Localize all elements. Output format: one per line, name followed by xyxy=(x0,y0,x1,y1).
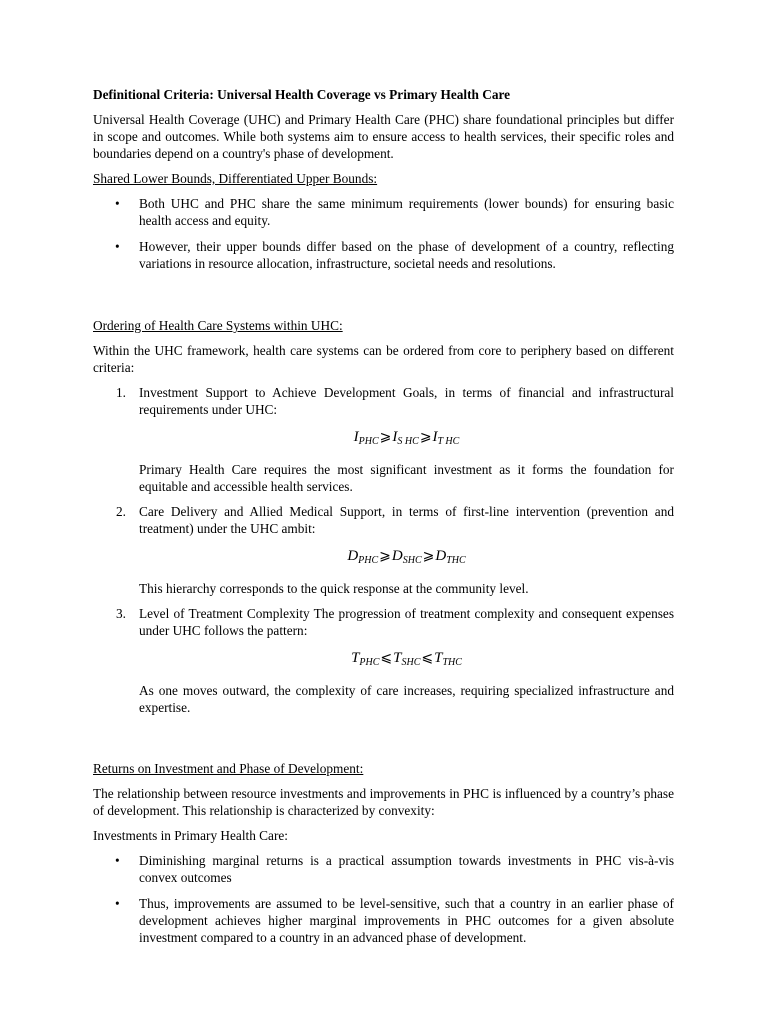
list-item xyxy=(93,384,674,495)
item-text: Investment Support to Achieve Development Goals, in terms of financial and infrastructural requirements under UHC: xyxy=(139,385,674,417)
list-item: • Both UHC and PHC share the same minimum requirements (lower bounds) for ensuring basic health access and equity. xyxy=(115,196,674,228)
returns-bullet-list xyxy=(93,852,674,946)
ordering-intro: Within the UHC framework, health care systems can be ordered from core to periphery based on different criteria: xyxy=(93,343,674,375)
item-number: 1. xyxy=(116,385,126,400)
item-text: Care Delivery and Allied Medical Support, in terms of first-line intervention (prevention and treatment) under the UHC ambit: xyxy=(139,504,674,536)
intro-paragraph: Universal Health Coverage (UHC) and Primary Health Care (PHC) share foundational principles but differ in scope and outcomes. While both systems aim to ensure access to health services, their specific roles and boundaries depend on a country's phase of development. xyxy=(93,112,674,161)
section-heading-returns: Returns on Investment and Phase of Development: xyxy=(93,761,364,776)
bullet-icon: • xyxy=(115,196,120,211)
item-note: As one moves outward, the complexity of care increases, requiring specialized infrastructure and expertise. xyxy=(139,683,674,715)
list-item: • Diminishing marginal returns is a practical assumption towards investments in PHC vis-à-vis convex outcomes xyxy=(115,853,674,885)
document-title: Definitional Criteria: Universal Health Coverage vs Primary Health Care xyxy=(93,87,511,102)
bounds-bullet-list xyxy=(93,195,674,272)
returns-subheading: Investments in Primary Health Care: xyxy=(93,828,288,843)
bullet-icon: • xyxy=(115,853,120,868)
list-item xyxy=(93,605,674,716)
equation: $D_{PHC}⩾D_{SHC}⩾D_{THC}$ xyxy=(347,548,466,566)
item-number: 3. xyxy=(116,606,126,621)
list-item: • Thus, improvements are assumed to be level-sensitive, such that a country in an earlier phase of development achieves higher marginal improvements in PHC outcomes for a given absolute investment compared to a country in an advanced phase of development. xyxy=(115,896,674,945)
section-heading-bounds: Shared Lower Bounds, Differentiated Upper Bounds: xyxy=(93,171,378,186)
equation: $T_{PHC}⩽T_{SHC}⩽T_{THC}$ xyxy=(351,650,462,668)
list-item xyxy=(93,503,674,597)
list-item: • However, their upper bounds differ based on the phase of development of a country, reflecting variations in resource allocation, infrastructure, societal needs and resolutions. xyxy=(115,239,674,271)
returns-intro: The relationship between resource investments and improvements in PHC is influenced by a country’s phase of development. This relationship is characterized by convexity: xyxy=(93,786,674,818)
equation: $I_{PHC}⩾I_{S HC}⩾I_{T HC}$ xyxy=(353,429,460,447)
item-note: This hierarchy corresponds to the quick response at the community level. xyxy=(139,581,529,596)
item-note: Primary Health Care requires the most significant investment as it forms the foundation for equitable and accessible health services. xyxy=(139,462,674,494)
item-number: 2. xyxy=(116,504,126,519)
bullet-icon: • xyxy=(115,239,120,254)
document-page xyxy=(93,86,674,955)
section-heading-ordering: Ordering of Health Care Systems within UHC: xyxy=(93,318,343,333)
bullet-icon: • xyxy=(115,896,120,911)
item-text: Level of Treatment Complexity The progression of treatment complexity and consequent expenses under UHC follows the pattern: xyxy=(139,606,674,638)
ordering-list xyxy=(93,384,674,716)
